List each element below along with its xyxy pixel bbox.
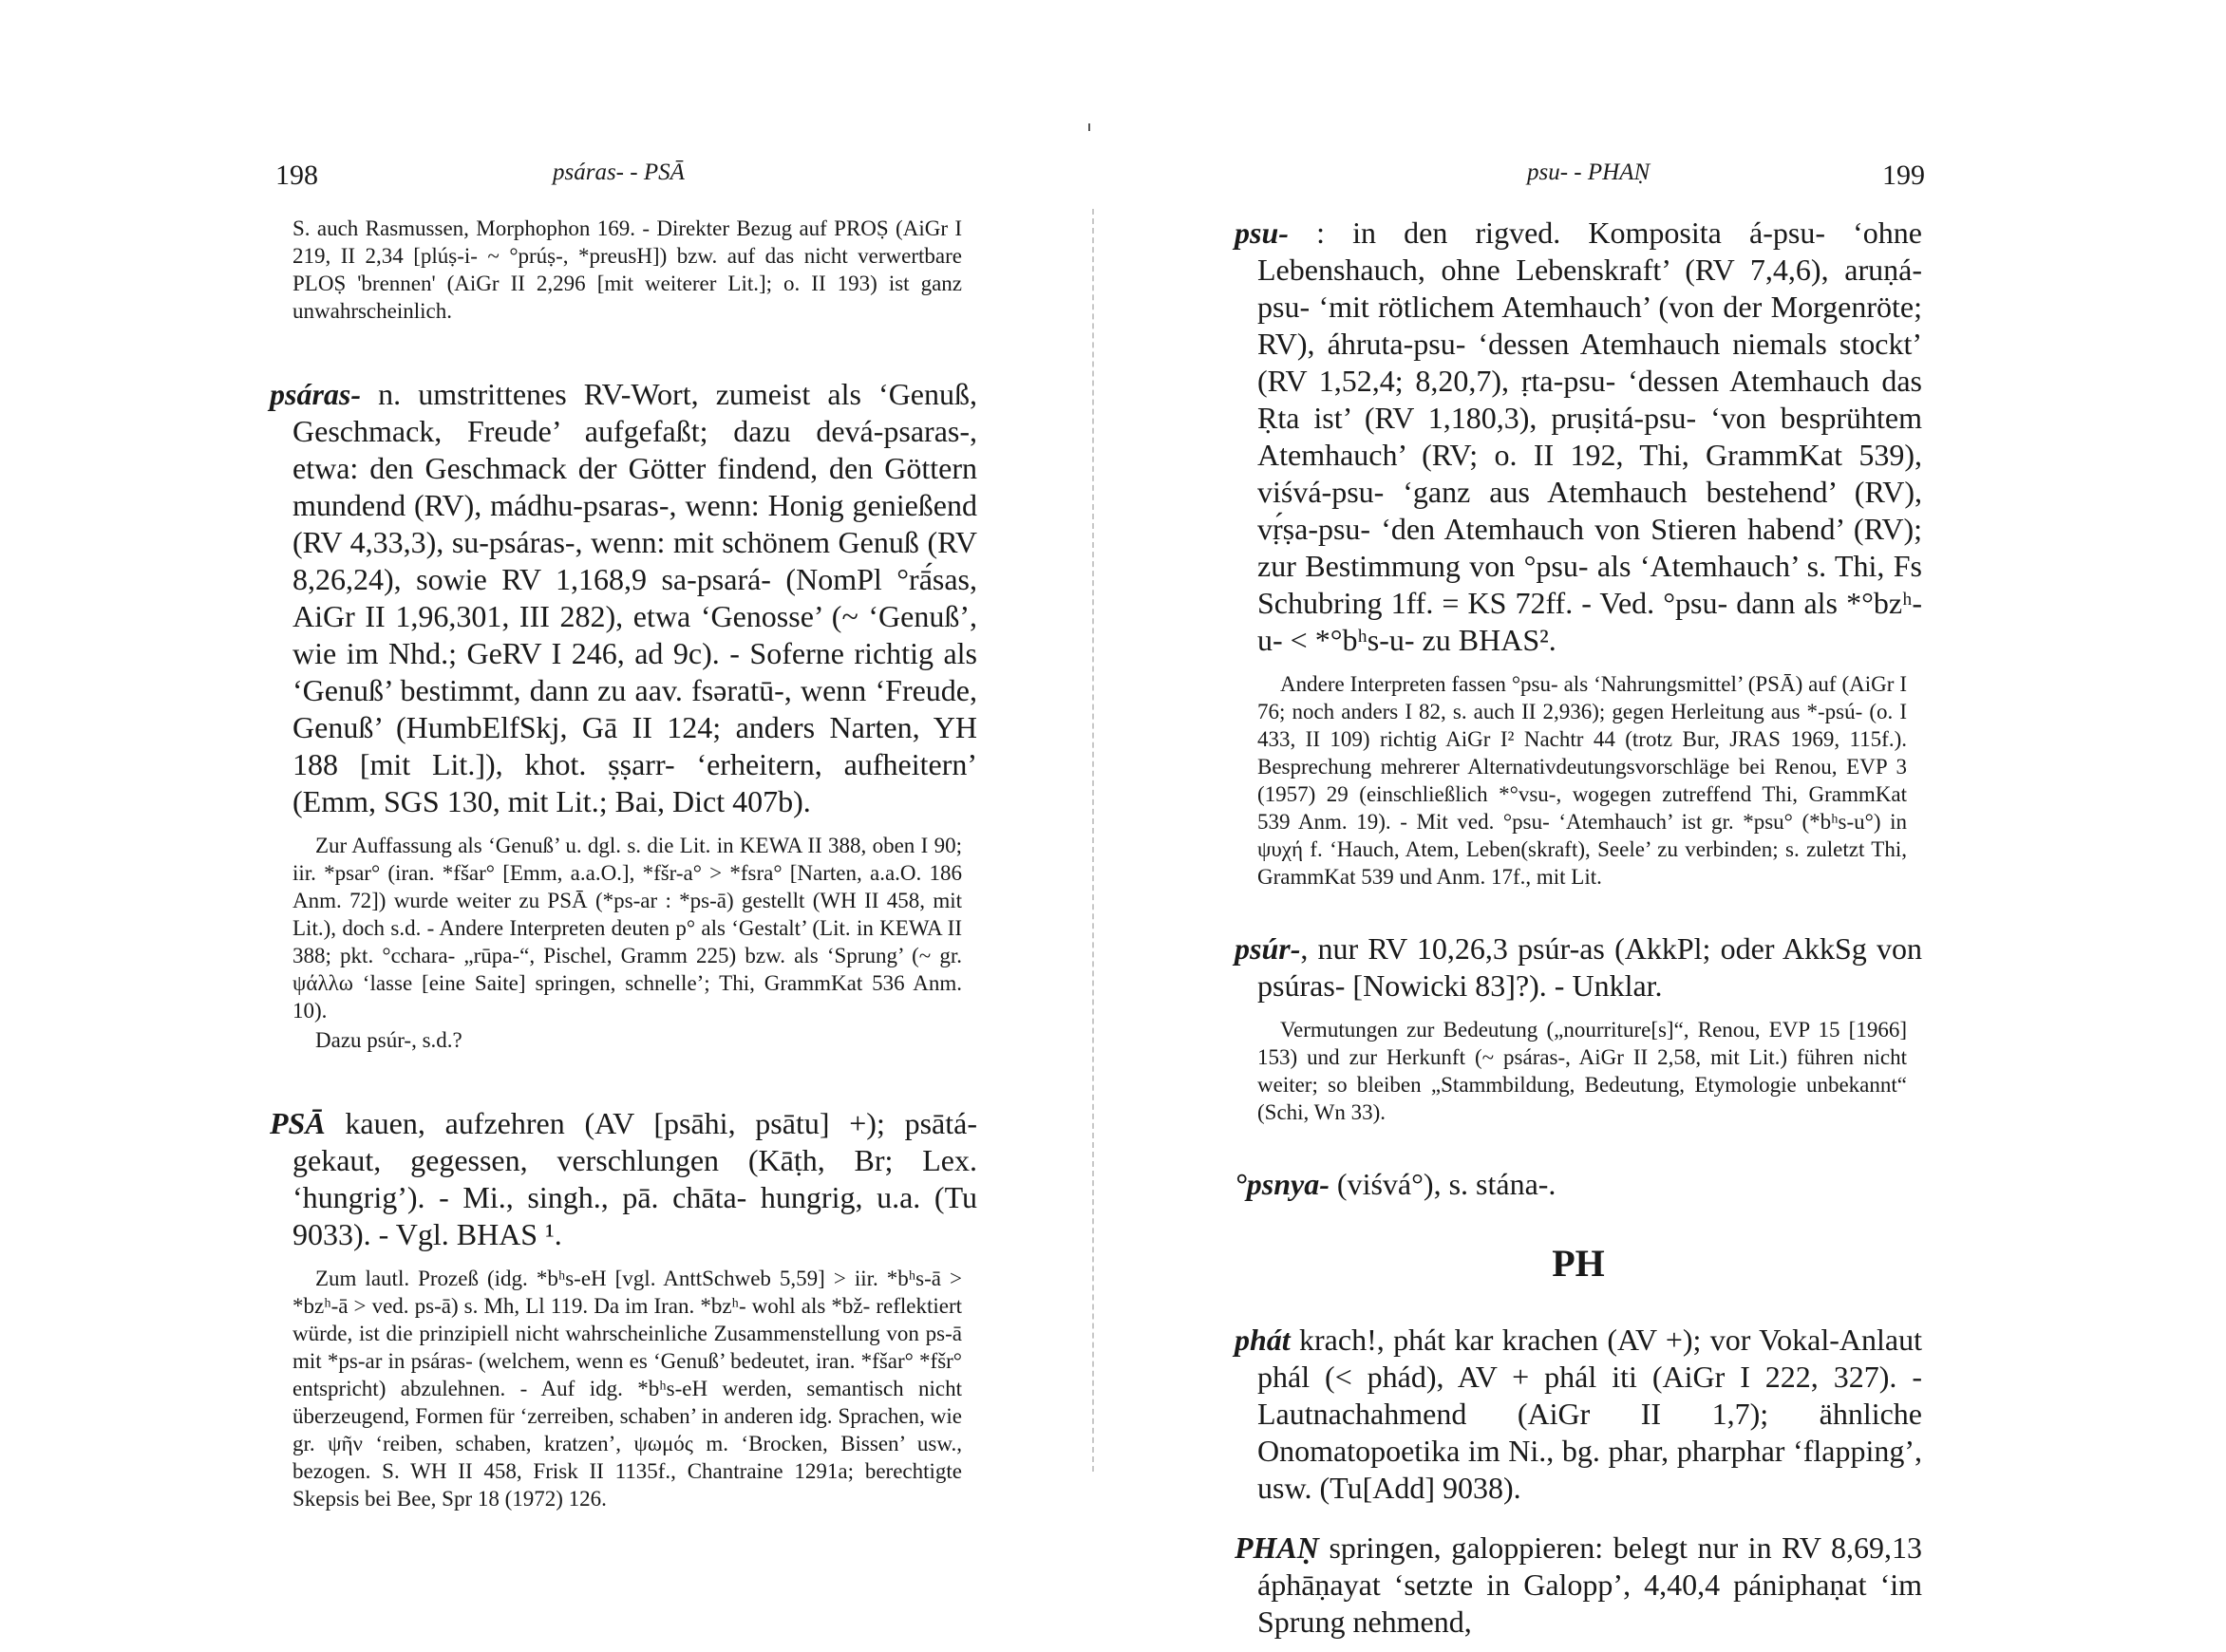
right-page [1113,0,2226,1639]
entry-psnya-text: (viśvá°), s. stána-. [1329,1167,1556,1201]
entry-phan [1235,1530,1922,1641]
note-psa: Zum lautl. Prozeß (idg. *bʰs-eH [vgl. AnttSchweb 5,59] > iir. *bʰs-ā > *bzʰ-ā > ved. ps-ā) s. Mh, Ll 119. Da im Iran. *bzʰ- wohl als *bž- reflektiert würde, ist die prinzipiell nicht wahrscheinliche Zusammenstellung von ps-ā mit *ps-ar in psáras- (welchem, wenn es ‘Genuß’ bedeutet, iran. *fšar° *fšr° entspricht) abzulehnen. - Auf idg. *bʰs-eH werden, semantisch nicht überzeugend, Formen für ‘zerreiben, schaben’ in anderen idg. Sprachen, wie gr. ψῆν ‘reiben, schaben, kratzen’, ψωμός m. ‘Brocken, Bissen’ usw., bezogen. S. WH II 458, Frisk II 1135f., Chantraine 1291a; berechtigte Skepsis bei Bee, Spr 18 (1972) 126. [292,1267,962,1511]
note-top: S. auch Rasmussen, Morphophon 169. - Direkter Bezug auf PROṢ (AiGr I 219, II 2,34 [plúṣ-i- ~ °prúṣ-, *preusH]) bzw. auf das nicht verwertbare PLOṢ 'brennen' (AiGr II 2,296 [mit weiterer Lit.]; o. II 193) ist ganz unwahrscheinlich. [292,216,962,323]
entry-psu-text: : in den rigved. Komposita á-psu- ‘ohne Lebenshauch, ohne Lebenskraft’ (RV 7,4,6), aruṇá-psu- ‘mit rötlichem Atemhauch’ (von der Morgenröte; RV), áhruta-psu- ‘dessen Atemhauch niemals stockt’ (RV 1,52,4; 8,20,7), ṛta-psu- ‘dessen Atemhauch das Ṛta ist’ (RV 1,180,3), pruṣitá-psu- ‘von besprühtem Atemhauch’ (RV; o. II 192, Thi, GrammKat 539), viśvá-psu- ‘ganz aus Atemhauch bestehend’ (RV), vṛ́ṣa-psu- ‘den Atemhauch von Stieren habend’ (RV); zur Bestimmung von °psu- als ‘Atemhauch’ s. Thi, Fs Schubring 1ff. = KS 72ff. - Ved. °psu- dann als *°bzʰ-u- < *°bʰs-u- zu BHAS². [1257,216,1922,657]
entry-psu [1235,215,1922,659]
left-page [0,0,1113,1572]
lemma-psaras: psáras- [270,377,362,411]
entry-psa [270,1105,977,1253]
entry-psnya [1235,1166,1922,1203]
note-psur: Vermutungen zur Bedeutung („nourriture[s]“, Renou, EVP 15 [1966] 153) und zur Herkunft (~ psáras-, AiGr II 2,58, mit Lit.) führen nicht weiter; so bleiben „Stammbildung, Bedeutung, Etymologie unbekannt“ (Schi, Wn 33). [1257,1018,1907,1124]
running-title: psáras- - PSĀ [553,160,685,185]
page-number: 199 [1882,160,1925,191]
note-psaras-2: Dazu psúr-, s.d.? [315,1028,462,1052]
lemma-psnya: °psnya- [1235,1167,1330,1201]
section-heading-ph: PH [1552,1242,1605,1285]
entry-phat [1235,1322,1922,1507]
entry-psaras-text: n. umstrittenes RV-Wort, zumeist als ‘Genuß, Geschmack, Freude’ aufgefaßt; dazu devá-psaras-, etwa: den Geschmack der Götter findend, den Göttern mundend (RV), mádhu-psaras-, wenn: Honig genießend (RV 4,33,3), su-psáras-, wenn: mit schönem Genuß (RV 8,26,24), sowie RV 1,168,9 sa-psará- (NomPl °rā́sas, AiGr II 1,96,301, III 282), etwa ‘Genosse’ (~ ‘Genuß’, wie im Nhd.; GeRV I 246, ad 9c). - Soferne richtig als ‘Genuß’ bestimmt, dann zu aav. fsəratū-, wenn ‘Freude, Genuß’ (HumbElfSkj, Gā II 124; anders Narten, YH 188 [mit Lit.]), khot. ṣṣarr- ‘erheitern, aufheitern’ (Emm, SGS 130, mit Lit.; Bai, Dict 407b). [292,377,977,818]
entry-phan-text: springen, galoppieren: belegt nur in RV 8,69,13 áphāṇayat ‘setzte in Galopp’, 4,40,4 pániphaṇat ‘im Sprung nehmend, [1257,1530,1922,1639]
note-psu: Andere Interpreten fassen °psu- als ‘Nahrungsmittel’ (PSĀ) auf (AiGr I 76; noch anders I 82, s. auch II 2,936); gegen Herleitung aus *-psú- (o. I 433, II 109) richtig AiGr I² Nachtr 44 (trotz Bur, JRAS 1969, 115f.). Besprechung mehrerer Alternativdeutungsvorschläge bei Renou, EVP 3 (1957) 29 (einschließlich *°vsu-, wogegen zutreffend Thi, GrammKat 539 Anm. 19). - Mit ved. °psu- ‘Atemhauch’ ist gr. *psu° (*bʰs-u°) in ψυχή f. ‘Hauch, Atem, Leben(skraft), Seele’ zu verbinden; s. zuletzt Thi, GrammKat 539 und Anm. 17f., mit Lit. [1257,672,1907,889]
entry-psa-text: kauen, aufzehren (AV [psāhi, psātu] +); psātá- gekaut, gegessen, verschlungen (Kāṭh, Br; Lex. ‘hungrig’). - Mi., singh., pā. chāta- hungrig, u.a. (Tu 9033). - Vgl. BHAS ¹. [292,1106,977,1251]
entry-psur [1235,930,1922,1004]
lemma-phan: PHAṆ [1235,1530,1319,1565]
lemma-phat: phát [1235,1323,1291,1357]
entry-psaras [270,376,977,820]
running-title: psu- - PHAṆ [1527,160,1651,185]
page-number: 198 [275,160,318,191]
text-column [270,215,977,1524]
text-column [1235,215,1922,1652]
lemma-psur: psúr- [1235,931,1301,966]
entry-psur-text: , nur RV 10,26,3 psúr-as (AkkPl; oder AkkSg von psúras- [Nowicki 83]?). - Unklar. [1257,931,1922,1003]
note-psaras: Zur Auffassung als ‘Genuß’ u. dgl. s. die Lit. in KEWA II 388, oben I 90; iir. *psar° (iran. *fšar° [Emm, a.a.O.], *fšr-a° > *fsra° [Narten, a.a.O. 186 Anm. 72]) wurde weiter zu PSĀ (*ps-ar : *ps-ā) gestellt (WH II 458, mit Lit.), doch s.d. - Andere Interpreten deuten p° als ‘Gestalt’ (Lit. in KEWA II 388; pkt. °cchara- „rūpa-“, Pischel, Gramm 225) bzw. als ‘Sprung’ (~ gr. ψάλλω ‘lasse [eine Saite] springen, schnelle’; Thi, GrammKat 536 Anm. 10). [292,834,962,1023]
lemma-psu: psu- [1235,216,1289,250]
lemma-psa: PSĀ [270,1106,326,1140]
entry-phat-text: krach!, phát kar krachen (AV +); vor Vokal-Anlaut phál (< phád), AV + phál iti (AiGr I 222, 327). - Lautnachahmend (AiGr II 1,7); ähnliche Onomatopoetika im Ni., bg. phar, pharphar ‘flapping’, usw. (Tu[Add] 9038). [1257,1323,1922,1505]
